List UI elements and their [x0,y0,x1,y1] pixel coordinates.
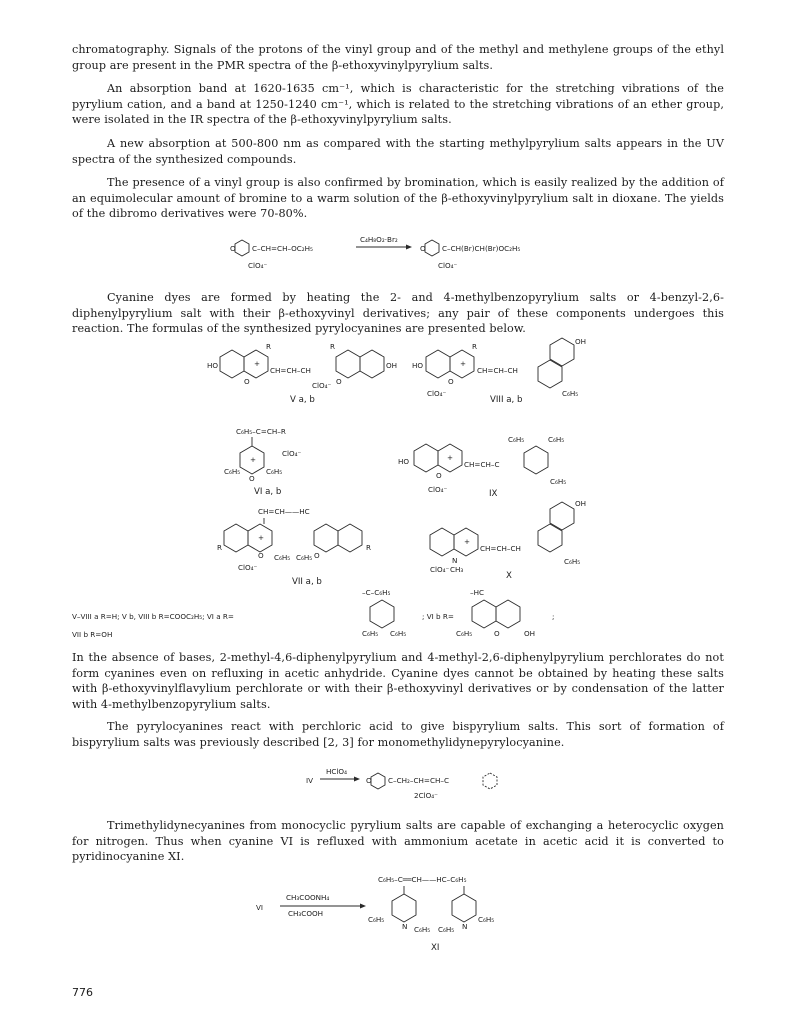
VI-phenyl-left: C₆H₅ [224,467,241,476]
legend-via-fragment: –C–C₆H₅ [362,588,391,597]
IX-phenyl-top: C₆H₅ [508,435,525,444]
scheme3-phenyl-3: C₆H₅ [438,925,455,934]
X-phenyl: C₆H₅ [564,557,581,566]
scheme2-counterion: 2ClO₄⁻ [414,791,438,800]
scheme3-phenyl-1: C₆H₅ [368,915,385,924]
paragraph-cyanine-dyes: Cyanine dyes are formed by heating the 2- and 4-methylbenzopyrylium salts or 4-benzyl-2,6-diphenylpyrylium salt with their β-ethoxyvinyl derivatives; any pair of these components undergoes this reaction. The formulas of the synthesized pyrylocyanines are presented below. [72,291,724,336]
XI-label: XI [431,943,440,953]
scheme2-arrow-head [354,777,360,782]
r-group-legend [72,588,554,639]
VII-r-left: R [217,543,222,552]
paragraph-bromination: The presence of a vinyl group is also confirmed by bromination, which is easily realized by the addition of an equimolecular amount of bromine to a warm solution of the β-ethoxyvinylpyrylium salt in dioxane. The yields of the dibromo derivatives were 70-80%. [72,176,724,221]
page-number: 776 [72,986,93,999]
VI-chain: C₆H₅–C=CH–R [236,427,286,436]
VIII-label: VIII a, b [490,395,523,405]
right-oxygen: O [420,244,426,253]
legend-vib-hydroxy: OH [524,629,536,638]
VII-chain: CH=CH——HC [258,507,310,516]
VI-phenyl-right: C₆H₅ [266,467,283,476]
scheme3-reactant: VI [256,903,264,912]
X-methyl: CH₃ [450,565,464,574]
pyrylocyanine-structures [72,338,724,650]
VI-counterion: ClO₄⁻ [282,449,302,458]
scheme2-product: C–CH₂–CH=CH–C [388,776,449,785]
IX-oxygen: O [436,471,442,480]
right-dibromo-chain: C–CH(Br)CH(Br)OC₂H₅ [442,244,521,253]
VIII-plus: + [460,359,467,368]
scheme3-nitrogen-right: N [462,922,468,931]
right-pyrylium-ring [425,240,439,256]
structure-VIII [412,337,586,405]
structure-VI [224,427,302,497]
paragraph-absence-of-bases: In the absence of bases, 2-methyl-4,6-diphenylpyrylium and 4-methyl-2,6-diphenylpyrylium perchlorates do not form cyanines even on refluxing in acetic anhydride. Cyanine dyes cannot be obtained by heating these salts with β-ethoxyvinylflavylium perchlorate or with their β-ethoxyvinyl derivatives or by condensation of the latter with 4-methylbenzopyrylium salts. [72,651,724,711]
IX-plus: + [447,453,454,462]
V-label: V a, b [290,395,315,405]
VII-phenyl-left: C₆H₅ [274,553,291,562]
left-vinyl-chain: C–CH=CH–OC₂H₅ [252,244,313,253]
IX-counterion: ClO₄⁻ [428,485,448,494]
paragraph-bispyrylium: The pyrylocyanines react with perchloric acid to give bispyrylium salts. This sort of formation of bispyrylium salts was previously described [2, 3] for monomethylidynepyrylocyanine. [72,720,724,749]
IX-hydroxy: HO [398,457,410,466]
scheme3-nitrogen-left: N [402,922,408,931]
VI-oxygen: O [249,474,255,483]
structure-V [207,342,397,405]
VII-label: VII a, b [292,577,322,587]
VIII-phenyl: C₆H₅ [562,389,579,398]
IX-label: IX [489,489,498,499]
ammonium-acetate-scheme [256,870,556,960]
paragraph-trimethylidyne: Trimethylidynecyanines from monocyclic pyrylium salts are capable of exchanging a heterocyclic oxygen for nitrogen. Thus when cyanine VI is refluxed with ammonium acetate in acetic acid it is converted to pyridinocyanine XI. [72,819,724,864]
VI-plus: + [250,455,257,464]
VIII-hydroxy: HO [412,361,424,370]
legend-vib-oxygen: O [494,629,500,638]
V-counterion: ClO₄⁻ [312,381,332,390]
VIII-oxygen: O [448,377,454,386]
VII-r-right: R [366,543,371,552]
scheme3-arrow-head [360,904,366,909]
perchloric-acid-scheme [306,766,536,806]
legend-line-1: V–VIII a R=H; V b, VIII b R=COOC₂H₅; VI a R= [72,612,234,621]
legend-vib-fragment: –HC [470,588,485,597]
left-pyrylium-ring [235,240,249,256]
VIII-counterion: ClO₄⁻ [427,389,447,398]
arrow-head [406,245,412,250]
structure-X [430,499,586,581]
scheme2-oxygen-left: O [366,776,372,785]
scheme2-reactant: IV [306,776,314,785]
X-nitrogen: N [452,556,458,565]
bromination-scheme [228,232,568,274]
VIII-r: R [472,342,477,351]
scheme3-phenyl-4: C₆H₅ [478,915,495,924]
legend-vib-phenyl: C₆H₅ [456,629,473,638]
IX-phenyl-bottom: C₆H₅ [550,477,567,486]
VIII-hydroxy-right: OH [575,337,587,346]
scheme2-reagent: HClO₄ [326,767,347,776]
X-plus: + [464,537,471,546]
scheme3-reagent-bottom: CH₃COOH [288,909,324,918]
VIII-chain: CH=CH–CH [477,366,518,375]
V-r-right: R [330,342,335,351]
X-counterion: ClO₄⁻ [430,565,450,574]
paragraph-uv-absorption: A new absorption at 500-800 nm as compared with the starting methylpyrylium salts appears in the UV spectra of the synthesized compounds. [72,137,724,166]
legend-via-phenyl-right: C₆H₅ [390,629,407,638]
left-oxygen: O [230,244,236,253]
IX-phenyl-right: C₆H₅ [548,435,565,444]
legend-vib-prefix: ; VI b R= [422,612,454,621]
right-counterion: ClO₄⁻ [438,261,458,270]
X-hydroxy: OH [575,499,587,508]
VII-plus: + [258,533,265,542]
paragraph-ir-absorption: An absorption band at 1620-1635 cm⁻¹, which is characteristic for the stretching vibrations of the pyrylium cation, and a band at 1250-1240 cm⁻¹, which is related to the stretching vibrations of an ether group, were isolated in the IR spectra of the β-ethoxyvinylpyrylium salts. [72,82,724,127]
V-chain: CH=CH–CH [270,366,311,375]
X-chain: CH=CH–CH [480,544,521,553]
scheme3-reagent-top: CH₃COONH₄ [286,893,330,902]
V-r-left: R [266,342,271,351]
paragraph-chromatography: chromatography. Signals of the protons of the vinyl group and of the methyl and methylene groups of the ethyl group are present in the PMR spectra of the β-ethoxyvinylpyrylium salts. [72,43,724,72]
V-hydroxy-left: HO [207,361,219,370]
V-oxygen-right: O [336,377,342,386]
IX-chain: CH=CH–C [464,460,500,469]
VII-oxygen-left: O [258,551,264,560]
scheme3-phenyl-2: C₆H₅ [414,925,431,934]
structure-VII [217,507,371,587]
legend-line-2: VII b R=OH [72,630,113,639]
left-counterion: ClO₄⁻ [248,261,268,270]
V-oxygen-left: O [244,377,250,386]
scheme3-chain: C₆H₅–C══CH——HC–C₆H₅ [378,875,467,884]
V-plus: + [254,359,261,368]
structure-IX [398,435,566,499]
arrow-reagent: C₄H₈O₂·Br₂ [360,235,398,244]
VI-label: VI a, b [254,487,282,497]
V-hydroxy-right: OH [386,361,398,370]
legend-end: ; [552,612,555,621]
VII-phenyl-right: C₆H₅ [296,553,313,562]
legend-via-phenyl-left: C₆H₅ [362,629,379,638]
VII-oxygen-right: O [314,551,320,560]
VII-counterion: ClO₄⁻ [238,563,258,572]
X-label: X [506,571,512,581]
